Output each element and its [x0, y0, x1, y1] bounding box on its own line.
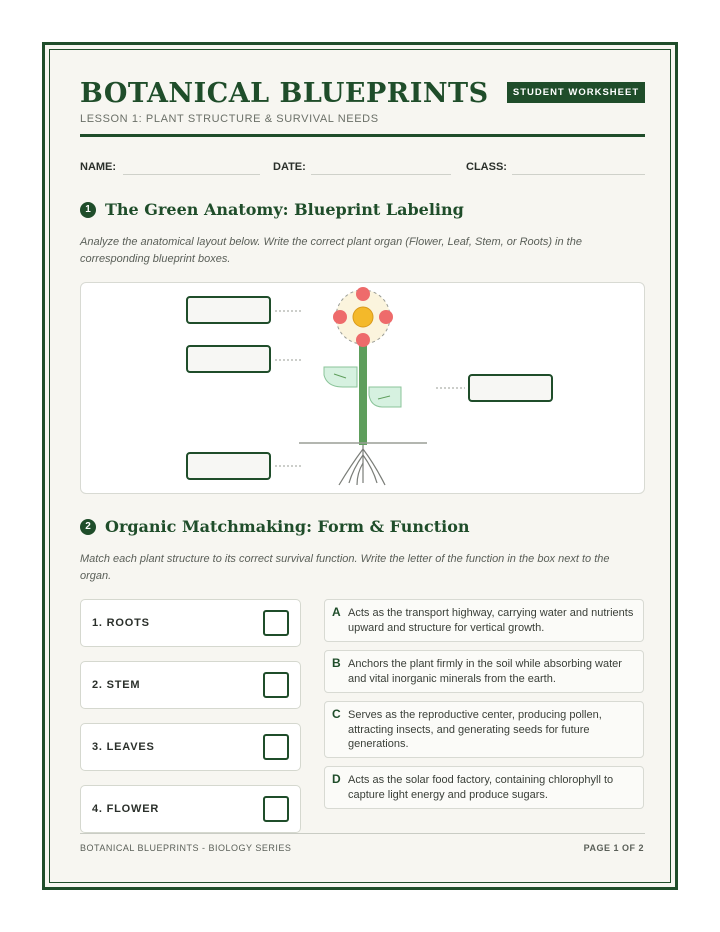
- function-card-d: [324, 766, 644, 809]
- answer-box-roots[interactable]: [263, 610, 289, 636]
- label-box-right[interactable]: [469, 375, 552, 401]
- section-1-instructions: Analyze the anatomical layout below. Write the correct plant organ (Flower, Leaf, Stem, or Roots) in the corresponding blueprint boxes.: [80, 236, 582, 265]
- student-worksheet-badge: STUDENT WORKSHEET: [507, 82, 645, 103]
- function-text: Acts as the solar food factory, containing chlorophyll to capture light energy and produce sugars.: [348, 774, 614, 801]
- function-text: Serves as the reproductive center, producing pollen, attracting insects, and generating seeds for future generations.: [348, 709, 602, 750]
- organ-row-roots: [80, 599, 301, 647]
- section-2-number: 2: [80, 519, 96, 535]
- class-label: CLASS:: [466, 161, 507, 173]
- function-letter: A: [332, 605, 341, 619]
- plant-blueprint-diagram: [80, 282, 645, 494]
- name-label: NAME:: [80, 161, 117, 173]
- organ-row-stem: [80, 661, 301, 709]
- function-text: Acts as the transport highway, carrying water and nutrients upward and structure for vertical growth.: [348, 607, 634, 634]
- label-box-roots[interactable]: [187, 453, 270, 479]
- function-letter: C: [332, 707, 341, 721]
- petal-bottom: [356, 333, 370, 347]
- leaf-left: [324, 367, 357, 387]
- label-box-flower-lower[interactable]: [187, 346, 270, 372]
- flower-center: [353, 307, 373, 327]
- function-letter: D: [332, 772, 341, 786]
- plant-illustration: [81, 283, 644, 493]
- answer-box-leaves[interactable]: [263, 734, 289, 760]
- section-1-title: The Green Anatomy: Blueprint Labeling: [105, 200, 464, 219]
- class-field[interactable]: [512, 174, 645, 175]
- roots-shape: [339, 445, 385, 485]
- stem-shape: [359, 341, 367, 445]
- page-number: PAGE 1 OF 2: [583, 843, 644, 853]
- function-text: Anchors the plant firmly in the soil while absorbing water and vital inorganic minerals from the earth.: [348, 658, 622, 685]
- answer-box-stem[interactable]: [263, 672, 289, 698]
- worksheet-title: BOTANICAL BLUEPRINTS: [80, 78, 489, 109]
- function-card-c: [324, 701, 644, 758]
- function-card-a: [324, 599, 644, 642]
- organ-row-leaves: [80, 723, 301, 771]
- organ-label: 4. FLOWER: [92, 803, 160, 815]
- petal-right: [379, 310, 393, 324]
- footer-series: BOTANICAL BLUEPRINTS - BIOLOGY SERIES: [80, 843, 292, 853]
- section-1-number: 1: [80, 202, 96, 218]
- organ-label: 2. STEM: [92, 679, 141, 691]
- petal-left: [333, 310, 347, 324]
- function-letter: B: [332, 656, 341, 670]
- label-box-flower-top[interactable]: [187, 297, 270, 323]
- section-2-instructions: Match each plant structure to its correct survival function. Write the letter of the function in the box next to the organ.: [80, 553, 610, 582]
- organ-label: 1. ROOTS: [92, 617, 150, 629]
- section-2-title: Organic Matchmaking: Form & Function: [105, 517, 470, 536]
- organ-label: 3. LEAVES: [92, 741, 155, 753]
- answer-box-flower[interactable]: [263, 796, 289, 822]
- organ-row-flower: [80, 785, 301, 833]
- date-label: DATE:: [273, 161, 306, 173]
- function-card-b: [324, 650, 644, 693]
- worksheet-page: [42, 42, 678, 890]
- petal-top: [356, 287, 370, 301]
- header-divider: [80, 134, 645, 137]
- lesson-subtitle: LESSON 1: PLANT STRUCTURE & SURVIVAL NEEDS: [80, 113, 379, 125]
- name-field[interactable]: [123, 174, 260, 175]
- footer-divider: [80, 833, 645, 834]
- date-field[interactable]: [311, 174, 451, 175]
